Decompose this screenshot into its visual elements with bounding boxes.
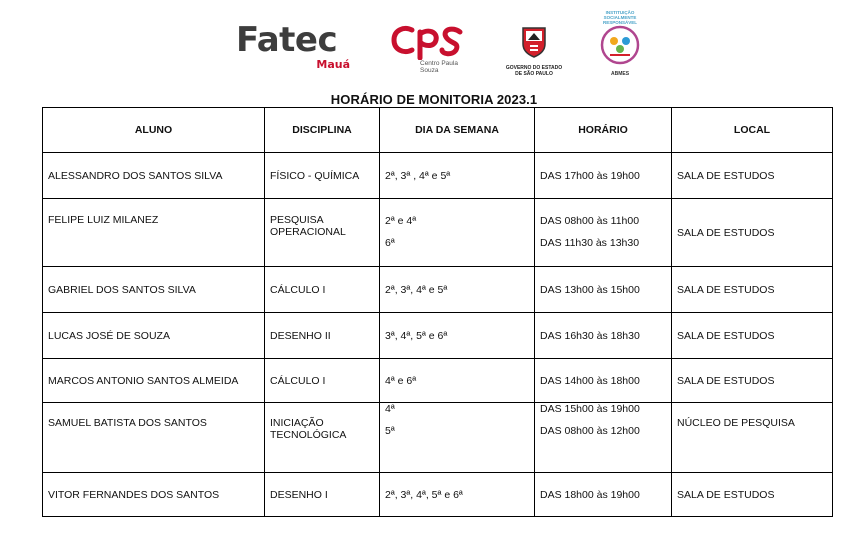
cell-horario: DAS 13h00 às 15h00	[535, 267, 672, 313]
cell-dia-da-semana	[380, 199, 535, 267]
dia-line: 5ª	[385, 425, 395, 437]
column-header-dia-da-semana: DIA DA SEMANA	[380, 108, 535, 153]
cps-logo	[390, 24, 470, 78]
cell-horario: DAS 14h00 às 18h00	[535, 359, 672, 403]
table-row	[43, 153, 833, 199]
fatec-logo	[236, 22, 354, 72]
dia-line: 2ª e 4ª	[385, 215, 417, 227]
table-row	[43, 473, 833, 517]
horario-line: DAS 11h30 às 13h30	[540, 237, 640, 249]
horario-line: DAS 08h00 às 12h00	[540, 425, 640, 437]
cell-dia-da-semana: 4ª e 6ª	[380, 359, 535, 403]
column-header-horario: HORÁRIO	[535, 108, 672, 153]
cell-aluno: VITOR FERNANDES DOS SANTOS	[43, 473, 265, 517]
cell-local: NÚCLEO DE PESQUISA	[672, 403, 833, 473]
cell-local: SALA DE ESTUDOS	[672, 153, 833, 199]
cell-dia-da-semana	[380, 403, 535, 473]
cell-disciplina: CÁLCULO I	[265, 267, 380, 313]
table-row	[43, 267, 833, 313]
horario-line: DAS 15h00 às 19h00	[540, 403, 640, 415]
cell-aluno: ALESSANDRO DOS SANTOS SILVA	[43, 153, 265, 199]
cell-aluno: GABRIEL DOS SANTOS SILVA	[43, 267, 265, 313]
sao-paulo-government-text: GOVERNO DO ESTADO DE SÃO PAULO	[505, 65, 563, 77]
cell-aluno: MARCOS ANTONIO SANTOS ALMEIDA	[43, 359, 265, 403]
cell-horario: DAS 17h00 às 19h00	[535, 153, 672, 199]
column-header-disciplina: DISCIPLINA	[265, 108, 380, 153]
cell-local: SALA DE ESTUDOS	[672, 313, 833, 359]
sao-paulo-government-logo	[502, 26, 566, 86]
table-row	[43, 403, 833, 473]
social-responsibility-seal	[592, 10, 648, 90]
seal-badge-icon	[600, 25, 640, 65]
cell-horario: DAS 16h30 às 18h30	[535, 313, 672, 359]
seal-top-text: INSTITUIÇÃO SOCIALMENTE RESPONSÁVEL	[602, 10, 637, 25]
cps-logo-subtitle: Centro Paula Souza	[420, 60, 458, 74]
column-header-aluno: ALUNO	[43, 108, 265, 153]
cell-horario: DAS 18h00 às 19h00	[535, 473, 672, 517]
cell-aluno: FELIPE LUIZ MILANEZ	[43, 199, 265, 267]
cell-disciplina: DESENHO II	[265, 313, 380, 359]
cell-disciplina: PESQUISA OPERACIONAL	[265, 199, 380, 267]
cell-dia-da-semana: 2ª, 3ª, 4ª e 5ª	[380, 267, 535, 313]
cell-disciplina: CÁLCULO I	[265, 359, 380, 403]
dia-line: 4ª	[385, 403, 395, 415]
fatec-logo-unit: Mauá	[316, 58, 350, 71]
monitoring-schedule-table	[42, 107, 833, 517]
coat-of-arms-icon	[519, 26, 549, 58]
cell-disciplina: FÍSICO - QUÍMICA	[265, 153, 380, 199]
logo-bar	[0, 6, 868, 90]
table-header-row	[43, 108, 833, 153]
cell-local: SALA DE ESTUDOS	[672, 199, 833, 267]
fatec-logo-text: Fatec	[236, 20, 338, 60]
table-row	[43, 359, 833, 403]
table-row	[43, 199, 833, 267]
cell-disciplina: INICIAÇÃO TECNOLÓGICA	[265, 403, 380, 473]
seal-bottom-text: ABMES	[610, 71, 630, 77]
cell-horario	[535, 403, 672, 473]
table-row	[43, 313, 833, 359]
cell-disciplina: DESENHO I	[265, 473, 380, 517]
cell-horario	[535, 199, 672, 267]
cell-local: SALA DE ESTUDOS	[672, 359, 833, 403]
page-title: HORÁRIO DE MONITORIA 2023.1	[330, 92, 538, 107]
cps-logo-mark	[390, 24, 464, 60]
cell-aluno: LUCAS JOSÉ DE SOUZA	[43, 313, 265, 359]
cell-dia-da-semana: 2ª, 3ª , 4ª e 5ª	[380, 153, 535, 199]
cell-local: SALA DE ESTUDOS	[672, 267, 833, 313]
column-header-local: LOCAL	[672, 108, 833, 153]
dia-line: 6ª	[385, 237, 395, 249]
cell-local: SALA DE ESTUDOS	[672, 473, 833, 517]
cell-aluno: SAMUEL BATISTA DOS SANTOS	[43, 403, 265, 473]
cell-dia-da-semana: 3ª, 4ª, 5ª e 6ª	[380, 313, 535, 359]
cell-dia-da-semana: 2ª, 3ª, 4ª, 5ª e 6ª	[380, 473, 535, 517]
horario-line: DAS 08h00 às 11h00	[540, 215, 640, 227]
